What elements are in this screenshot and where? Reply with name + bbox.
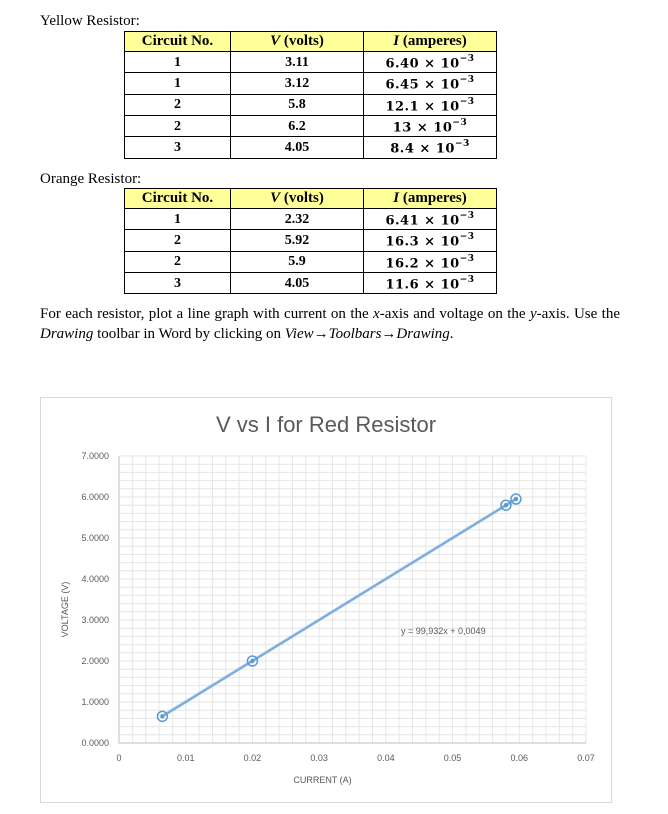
table-row [125,115,497,136]
voltage-cell: 4.05 [231,137,364,158]
voltage-cell: 4.05 [231,272,364,293]
circuit-cell: 1 [125,73,231,94]
current-cell: $11.6 \times 10^{-3}$ [364,272,497,293]
circuit-cell: 1 [125,209,231,230]
voltage-cell: 5.9 [231,251,364,272]
current-header: I (amperes) [364,189,497,209]
table-row [125,137,497,158]
current-cell: $12.1 \times 10^{-3}$ [364,94,497,115]
data-point-center [250,659,254,663]
data-point-center [504,503,508,507]
series-line [162,499,516,716]
y-tick-label: 2.0000 [81,656,109,666]
table-row [125,73,497,94]
x-tick-label: 0.05 [443,753,462,763]
table-row [125,52,497,73]
voltage-cell: 5.8 [231,94,364,115]
y-tick-label: 0.0000 [81,738,109,748]
yellow-resistor-table [124,31,497,159]
circuit-cell: 2 [125,251,231,272]
y-axis-title: VOLTAGE (V) [60,581,70,638]
table-row [125,94,497,115]
x-tick-label: 0 [116,753,122,763]
voltage-cell: 5.92 [231,230,364,251]
circuit-header: Circuit No. [125,189,231,209]
voltage-cell: 6.2 [231,115,364,136]
current-cell: $13 \times 10^{-3}$ [364,115,497,136]
circuit-cell: 2 [125,115,231,136]
x-tick-label: 0.02 [243,753,262,763]
orange-resistor-label: Orange Resistor: [40,171,142,187]
current-cell: $6.45 \times 10^{-3}$ [364,73,497,94]
instructions-paragraph: For each resistor, plot a line graph with current on the x-axis and voltage on the y-axis. Use the Drawing toolbar in Word by clicking on View→Toolbars→Drawing. [40,306,621,342]
x-tick-label: 0.03 [310,753,328,763]
current-header: I (amperes) [364,32,497,52]
data-point-center [160,714,164,718]
y-tick-label: 6.0000 [81,492,109,502]
chart-title: V vs I for Red Resistor [215,412,437,437]
table-row [125,251,497,272]
table-row [125,230,497,251]
circuit-cell: 1 [125,52,231,73]
current-cell: $6.41 \times 10^{-3}$ [364,209,497,230]
voltage-header: V (volts) [231,32,364,52]
voltage-cell: 3.11 [231,52,364,73]
x-tick-label: 0.07 [577,753,595,763]
table-row [125,272,497,293]
x-tick-label: 0.01 [176,753,195,763]
y-tick-label: 1.0000 [81,697,109,707]
scatter-chart [41,398,611,802]
voltage-cell: 3.12 [231,73,364,94]
x-tick-label: 0.06 [510,753,529,763]
voltage-header: V (volts) [231,189,364,209]
table-header-row [125,189,497,209]
circuit-cell: 3 [125,137,231,158]
chart-container [40,397,612,803]
y-tick-label: 3.0000 [81,615,109,625]
data-point-center [514,497,518,501]
current-cell: $16.2 \times 10^{-3}$ [364,251,497,272]
circuit-cell: 3 [125,272,231,293]
x-tick-label: 0.04 [377,753,395,763]
y-tick-label: 5.0000 [81,533,109,543]
table-row [125,209,497,230]
voltage-cell: 2.32 [231,209,364,230]
table-header-row [125,32,497,52]
circuit-cell: 2 [125,230,231,251]
circuit-cell: 2 [125,94,231,115]
yellow-resistor-label: Yellow Resistor: [40,13,140,29]
current-cell: $6.40 \times 10^{-3}$ [364,52,497,73]
y-tick-label: 4.0000 [81,574,109,584]
circuit-header: Circuit No. [125,32,231,52]
orange-resistor-table [124,188,497,294]
current-cell: $16.3 \times 10^{-3}$ [364,230,497,251]
x-axis-title: CURRENT (A) [293,775,352,785]
y-tick-label: 7.0000 [81,451,109,461]
current-cell: $8.4 \times 10^{-3}$ [364,137,497,158]
trendline-equation: y = 99,932x + 0,0049 [401,626,486,636]
